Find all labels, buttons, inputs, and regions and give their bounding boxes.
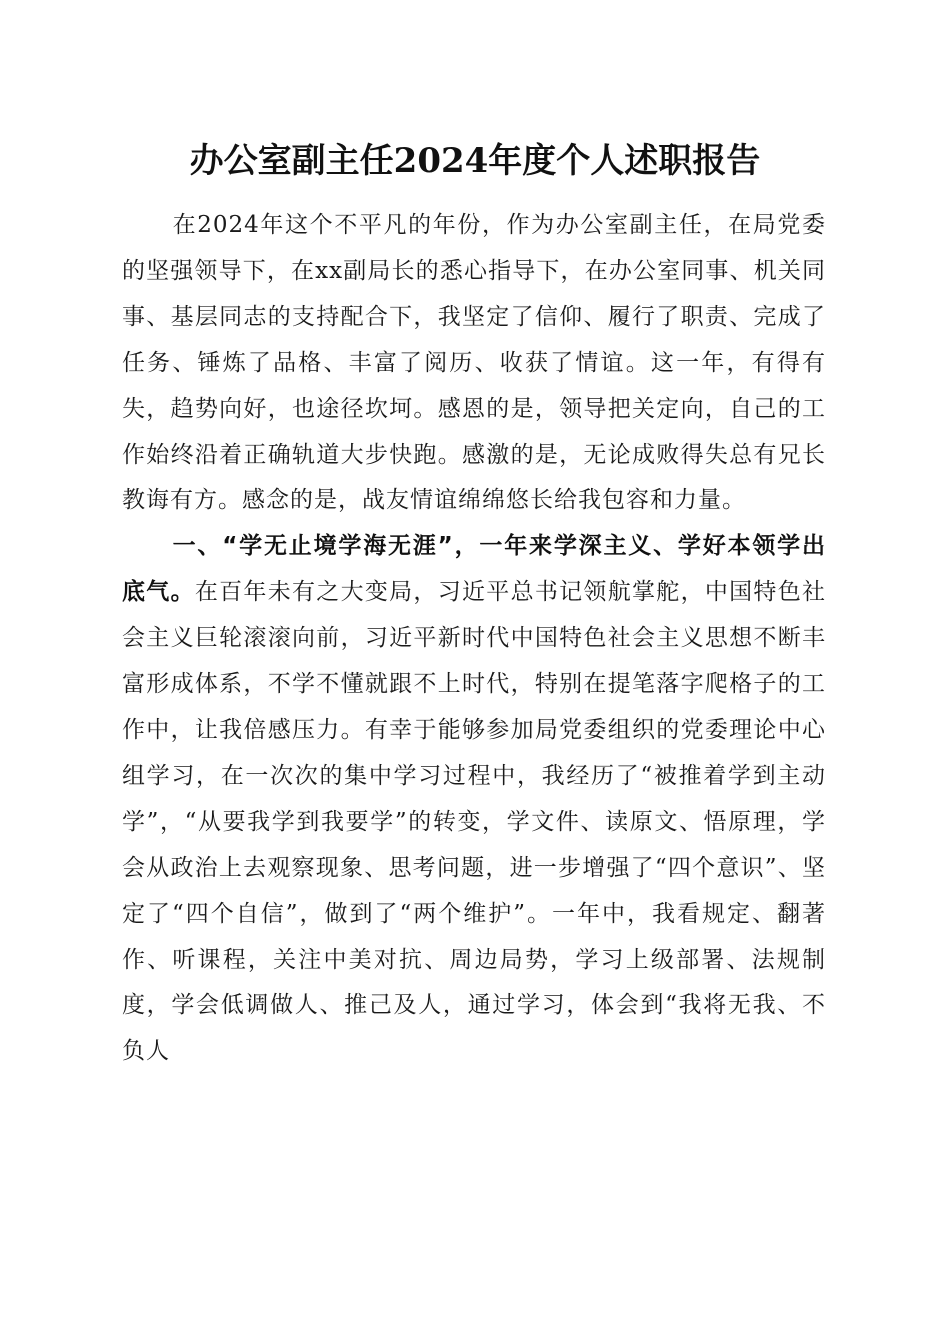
intro-paragraph: 在2024年这个不平凡的年份，作为办公室副主任，在局党委的坚强领导下，在xx副局长的悉心指导下，在办公室同事、机关同事、基层同志的支持配合下，我坚定了信仰、履行了职责、完成了任务、锤炼了品格、丰富了阅历、收获了情谊。这一年，有得有失，趋势向好，也途径坎坷。感恩的是，领导把关定向，自己的工作始终沿着正确轨道大步快跑。感激的是，无论成败得失总有兄长教诲有方。感念的是，战友情谊绵绵悠长给我包容和力量。 (122, 212, 826, 514)
section-one-heading: 一、“学无止境学海无涯”，一年来学深主义、学好本领学出底气。 (122, 533, 826, 606)
document-body (122, 203, 826, 1075)
document-title: 办公室副主任2024年度个人述职报告 (189, 141, 761, 181)
section-one-paragraph (122, 524, 826, 1075)
section-one-text: 在百年未有之大变局，习近平总书记领航掌舵，中国特色社会主义巨轮滚滚向前，习近平新时代中国特色社会主义思想不断丰富形成体系，不学不懂就跟不上时代，特别在提笔落字爬格子的工作中，让我倍感压力。有幸于能够参加局党委组织的党委理论中心组学习，在一次次的集中学习过程中，我经历了“被推着学到主动学”，“从要我学到我要学”的转变，学文件、读原文、悟原理，学会从政治上去观察现象、思考问题，进一步增强了“四个意识”、坚定了“四个自信”，做到了“两个维护”。一年中，我看规定、翻著作、听课程，关注中美对抗、周边局势，学习上级部署、法规制度，学会低调做人、推己及人，通过学习，体会到“我将无我、不负人 (122, 579, 827, 1065)
